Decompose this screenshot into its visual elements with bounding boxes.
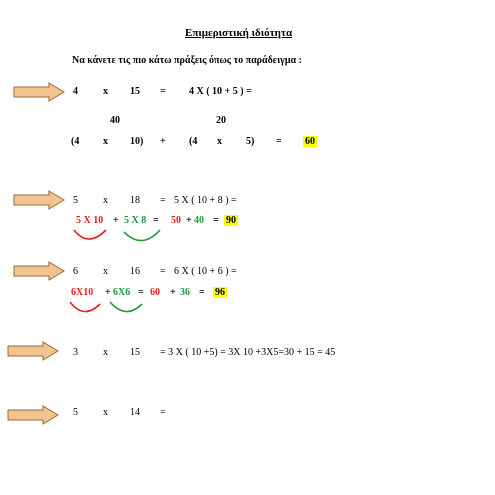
example-sub2: 20: [216, 115, 226, 126]
ex1-arcs: [70, 226, 170, 250]
ex1-plus1: +: [113, 215, 119, 226]
ex2-expr: 6 X ( 10 + 6 ) =: [174, 266, 237, 277]
ex1-result: 90: [226, 215, 236, 226]
example-a: 4: [73, 86, 78, 97]
example-l2: x: [103, 136, 108, 147]
example-b: 15: [130, 86, 140, 97]
example-expr: 4 X ( 10 + 5 ) =: [189, 86, 252, 97]
ex2-part1: 6X10: [71, 287, 94, 298]
ex4-b: 14: [130, 407, 140, 418]
example-result: 60: [305, 136, 315, 147]
example-sub1: 40: [110, 115, 120, 126]
ex2-a: 6: [73, 266, 78, 277]
ex2-op: x: [103, 266, 108, 277]
example-l3: 10): [130, 136, 144, 147]
example-l6: 5): [246, 136, 255, 147]
ex2-part2: 6X6: [113, 287, 131, 298]
example-plus: +: [160, 136, 166, 147]
ex1-eq: =: [160, 195, 166, 206]
page-title: Επιμεριστική ιδιότητα: [185, 27, 293, 39]
example-l1: (4: [71, 136, 80, 147]
example-l4: (4: [189, 136, 198, 147]
example-eq2: =: [276, 136, 282, 147]
arrow-right-icon: [13, 82, 65, 102]
ex1-v1: 50: [171, 215, 181, 226]
ex2-b: 16: [130, 266, 140, 277]
ex3-solution: = 3 X ( 10 +5) = 3X 10 +3X5=30 + 15 = 45: [160, 347, 336, 358]
ex1-part1: 5 X 10: [76, 215, 104, 226]
ex2-plus1: +: [105, 287, 111, 298]
ex2-arcs: [66, 298, 166, 322]
ex4-a: 5: [73, 407, 78, 418]
ex1-v2: 40: [194, 215, 204, 226]
ex2-eq2: =: [199, 287, 205, 298]
ex3-a: 3: [73, 347, 78, 358]
ex1-plus2: +: [186, 215, 192, 226]
red-arc: [74, 230, 106, 239]
example-l5: x: [217, 136, 222, 147]
ex2-eq: =: [160, 266, 166, 277]
ex1-eq2: =: [213, 215, 219, 226]
ex3-b: 15: [130, 347, 140, 358]
ex2-eq1: =: [138, 287, 144, 298]
ex1-b: 18: [130, 195, 140, 206]
ex1-eq1: =: [153, 215, 159, 226]
green-arc: [110, 302, 142, 312]
arrow-right-icon: [13, 190, 65, 210]
arrow-right-icon: [7, 341, 59, 361]
ex1-part2: 5 X 8: [124, 215, 147, 226]
ex2-plus2: +: [170, 287, 176, 298]
ex2-v2: 36: [180, 287, 190, 298]
ex3-op: x: [103, 347, 108, 358]
arrow-right-icon: [13, 261, 65, 281]
ex1-expr: 5 X ( 10 + 8 ) =: [174, 195, 237, 206]
ex2-v1: 60: [150, 287, 160, 298]
arrow-right-icon: [7, 405, 59, 425]
red-arc: [70, 302, 100, 312]
ex4-eq: =: [160, 407, 166, 418]
ex1-op: x: [103, 195, 108, 206]
green-arc: [124, 230, 160, 241]
example-op: x: [103, 86, 108, 97]
ex2-result: 96: [215, 287, 225, 298]
ex4-op: x: [103, 407, 108, 418]
example-eq: =: [160, 86, 166, 97]
instruction-text: Να κάνετε τις πιο κάτω πράξεις όπως το παράδειγμα :: [72, 55, 302, 66]
ex1-a: 5: [73, 195, 78, 206]
